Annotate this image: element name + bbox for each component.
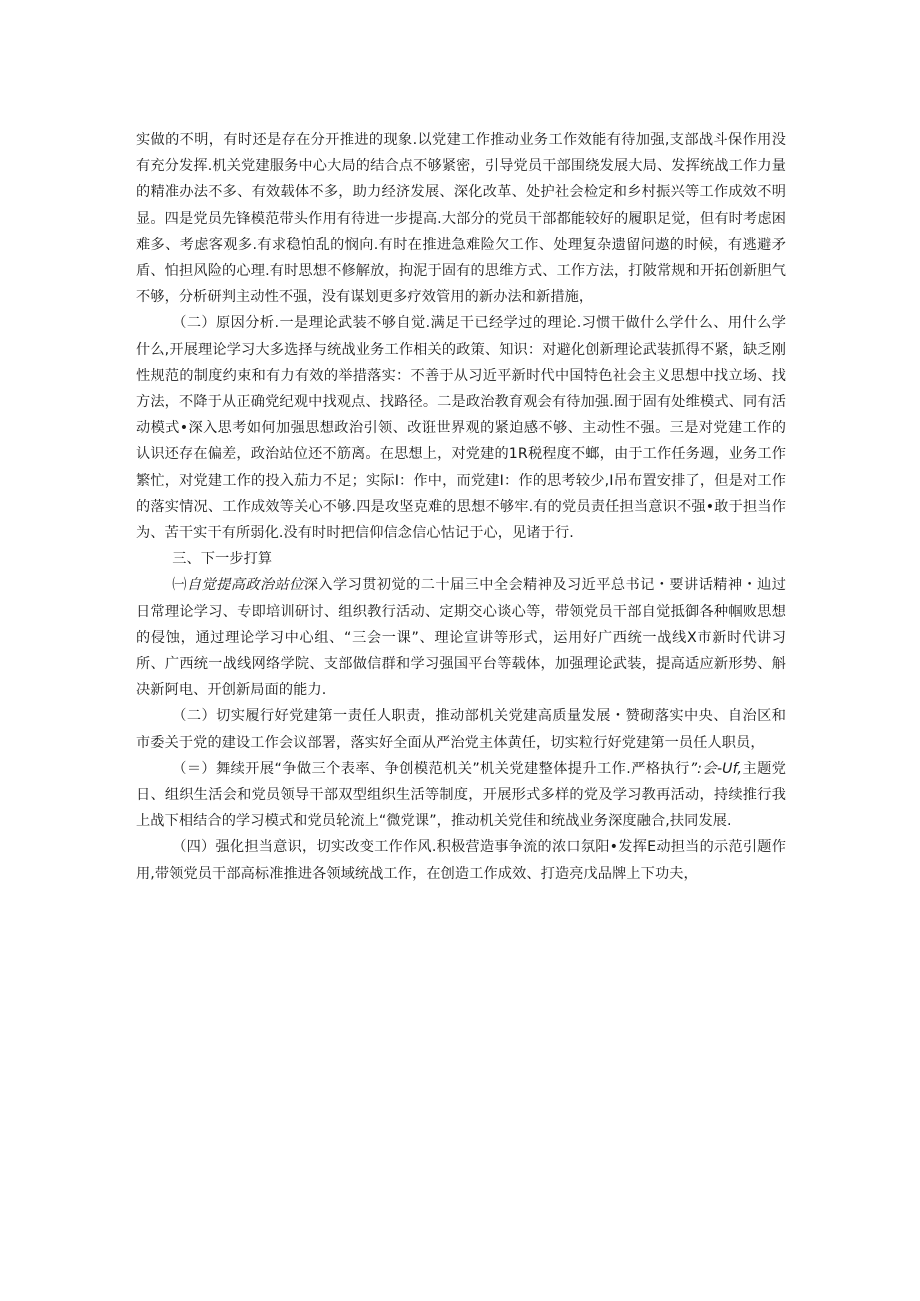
paragraph-lead-phrase: 自觉提高政治站位 — [186, 577, 304, 594]
paragraph-next-step-1 — [136, 572, 786, 703]
section-heading-next-steps: 三、下一步打算 — [172, 551, 273, 568]
paragraph-italic-fragment: ”:会-Uf, — [689, 760, 743, 777]
paragraph-cause-analysis: （二）原因分析.一是理论武装不够自觉.满足干已经学过的理论.习惯干做什么学什么、用什么学什么,开展理论学习大多选择与统战业务工作相关的政策、知识：对避化创新理论武装抓得不紧，缺乏刚性规范的制度约束和有力有效的举措落实：不善于从习近平新时代中国特色社会主义思想中找立场、找方法，不降于从正确党纪观中找观点、找路径。二是政治教育观会有待加强.囿于固有处维模式、同有活动模式•深入思考如何加强思想政治引领、改诳世界观的紧迫感不够、主动性不强。三是对党建工作的认识还存在偏差，政治站位还不筋离。在思想上，对党建的1R税程度不螂，由于工作任务週，业务工作繁忙，对党建工作的投入茄力不足；实际I：作中，而党建I：作的思考较少,I吊布置安排了，但是对工作的落实情况、工作成效等关心不够.四是攻坚克难的思想不够牢.有的党员责任担当意识不强•敢于担当作为、苦干实干有所弱化.没有时时把信仰信念信心怙记于心，见诸于行. — [136, 315, 786, 542]
paragraph-problems-continued: 实做的不明，有时还是存在分开推进的现象.以党建工作推动业务工作效能有待加强,支部战斗保作用没有充分发挥.机关党建服务中心大局的结合点不够紧密，引导党员干部围绕发展大局、发挥统战工作力量的精准办法不多、有效载体不多，助力经济发展、深化改革、处护社会检定和乡村振兴等工作成效不明显。四是党员先锋模范带头作用有待进一步提高.大部分的党员干部都能较好的履职足觉，但有时考虑困难多、考虑客观多.有求稳怕乱的悯向.有时在推进急难险欠工作、处理复杂遗留问遨的时候，有逃避矛盾、怕担风险的心理.有时思想不修解放，拘泥于固有的思维方式、工作方法，打陂常规和开拓创新胆气不够，分析研判主动性不强，没有谋划更多疗效管用的新办法和新措施， — [136, 132, 786, 306]
paragraph-next-step-2: （二）切实履行好党建第一责任人职责，推动部机关党建高质量发展・赞砌落实中央、自治区和市委关于党的建设工作会议部署，落实好全面从严治党主体黄任，切实粒行好党建第一员任人职员， — [136, 708, 786, 751]
paragraph-number: ㈠ — [172, 577, 187, 594]
paragraph-text-start: （＝）舞续开展“争做三个表率、争创模范机关”机关党建整体提升工作.严格执行 — [172, 760, 690, 777]
paragraph-text-end: 主题党日、组织生活会和党员领导干部双型组织生活等制度，开展形式多样的党及学习教再活动，持续推行我上战下相结合的学习模式和党员轮流上“微党课”，推动机关党佳和统战业务深度融合,扶同发展. — [136, 760, 786, 830]
paragraph-text: 深入学习贯初觉的二十届三中全会精神及习近平总书记・要讲话精神・辿过日常理论学习、专即培训研讨、组织教行活动、定期交心谈心等，带领党员干部自觉抵御各种帼败思想的侵蚀，通过理论学习中心组、“三会一课”、理论宣讲等形式，运用好广西统一战线X市新时代讲习所、广西统一战线网络学院、支部做信群和学习强国平台等载体，加强理论武装，提高适应新形势、斛决新阿电、开创新局面的能力. — [136, 577, 786, 699]
paragraph-next-step-4: （四）强化担当意识，切实改变工作作风.积极营造事争流的浓口氛阳•发挥E动担当的示范引题作用,带领党员干部高标准推进各领域统战工作，在创造工作成效、打造亮戊品牌上下功夫， — [136, 839, 786, 882]
document-body — [136, 127, 786, 887]
paragraph-next-step-3 — [136, 756, 786, 835]
